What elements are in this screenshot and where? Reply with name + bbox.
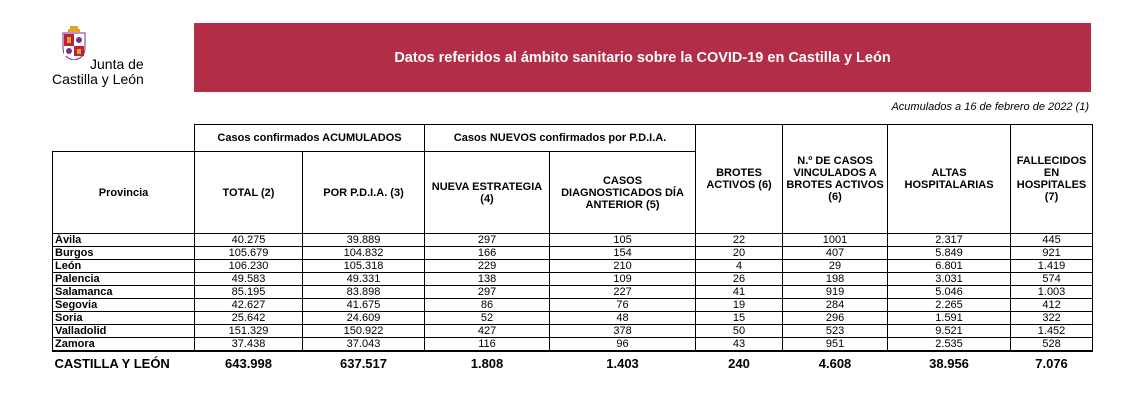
cell-casos-diagnosticados: 109 (550, 273, 696, 286)
cell-nueva-estrategia: 86 (425, 299, 550, 312)
coat-of-arms-icon (61, 26, 87, 60)
col-header-casos-diagnosticados: CASOS DIAGNOSTICADOS DÍA ANTERIOR (5) (550, 152, 696, 234)
cell-provincia: Zamora (53, 338, 195, 352)
total-cell-vinculados: 4.608 (818, 356, 852, 371)
group-header-row (53, 125, 1093, 152)
cell-vinculados: 296 (783, 312, 888, 325)
cell-provincia: Ávila (53, 234, 195, 247)
cell-fallecidos: 1.452 (1011, 325, 1093, 338)
cell-casos-diagnosticados: 378 (550, 325, 696, 338)
table-row (53, 286, 1093, 299)
cell-total: 85.195 (195, 286, 303, 299)
cell-por-pdia: 39.889 (303, 234, 425, 247)
cell-fallecidos: 574 (1011, 273, 1093, 286)
cell-fallecidos: 921 (1011, 247, 1093, 260)
cell-brotes: 15 (696, 312, 783, 325)
cell-por-pdia: 24.609 (303, 312, 425, 325)
cell-por-pdia: 150.922 (303, 325, 425, 338)
cell-nueva-estrategia: 297 (425, 234, 550, 247)
cell-casos-diagnosticados: 96 (550, 338, 696, 352)
covid-data-table (52, 124, 1093, 376)
table-body (53, 234, 1093, 352)
cell-brotes: 4 (696, 260, 783, 273)
cell-provincia: Valladolid (53, 325, 195, 338)
cell-vinculados: 919 (783, 286, 888, 299)
table-row (53, 260, 1093, 273)
title-banner (194, 23, 1091, 92)
cell-nueva-estrategia: 52 (425, 312, 550, 325)
group-header-nuevos: Casos NUEVOS confirmados por P.D.I.A. (425, 125, 696, 152)
cell-total: 40.275 (195, 234, 303, 247)
total-cell-casos-diagnosticados: 1.403 (606, 356, 639, 371)
col-header-vinculados: N.º DE CASOS VINCULADOS A BROTES ACTIVOS (6) (783, 125, 888, 234)
cell-nueva-estrategia: 297 (425, 286, 550, 299)
cell-total: 42.627 (195, 299, 303, 312)
total-cell-nueva-estrategia: 1.808 (470, 356, 504, 371)
cell-por-pdia: 49.331 (303, 273, 425, 286)
cell-vinculados: 951 (783, 338, 888, 352)
cell-brotes: 41 (696, 286, 783, 299)
table-row (53, 234, 1093, 247)
cell-total: 106.230 (195, 260, 303, 273)
col-header-provincia: Provincia (53, 152, 195, 234)
cell-fallecidos: 528 (1011, 338, 1093, 352)
cell-brotes: 20 (696, 247, 783, 260)
cell-provincia: Palencia (53, 273, 195, 286)
table-row (53, 338, 1093, 352)
cell-por-pdia: 37.043 (303, 338, 425, 352)
cell-por-pdia: 105.318 (303, 260, 425, 273)
total-cell-total: 643.998 (225, 356, 272, 371)
cell-vinculados: 1001 (783, 234, 888, 247)
blank-corner (53, 125, 195, 152)
cell-total: 37.438 (195, 338, 303, 352)
cell-fallecidos: 322 (1011, 312, 1093, 325)
cell-altas: 1.591 (888, 312, 1011, 325)
cell-casos-diagnosticados: 105 (550, 234, 696, 247)
col-header-por-pdia: POR P.D.I.A. (3) (303, 152, 425, 234)
col-header-nueva-estrategia: NUEVA ESTRATEGIA (4) (425, 152, 550, 234)
cell-brotes: 19 (696, 299, 783, 312)
col-header-fallecidos: FALLECIDOS EN HOSPITALES (7) (1011, 125, 1093, 234)
cell-casos-diagnosticados: 48 (550, 312, 696, 325)
junta-logo (52, 26, 192, 90)
cell-casos-diagnosticados: 76 (550, 299, 696, 312)
cell-provincia: Segovia (53, 299, 195, 312)
date-note: Acumulados a 16 de febrero de 2022 (1) (891, 101, 1089, 113)
cell-casos-diagnosticados: 210 (550, 260, 696, 273)
table-row (53, 247, 1093, 260)
total-row (53, 351, 1093, 376)
cell-nueva-estrategia: 138 (425, 273, 550, 286)
cell-casos-diagnosticados: 227 (550, 286, 696, 299)
cell-provincia: Salamanca (53, 286, 195, 299)
cell-por-pdia: 41.675 (303, 299, 425, 312)
cell-altas: 6.801 (888, 260, 1011, 273)
cell-brotes: 43 (696, 338, 783, 352)
cell-altas: 2.265 (888, 299, 1011, 312)
cell-vinculados: 284 (783, 299, 888, 312)
cell-provincia: Burgos (53, 247, 195, 260)
cell-nueva-estrategia: 229 (425, 260, 550, 273)
cell-vinculados: 198 (783, 273, 888, 286)
cell-nueva-estrategia: 116 (425, 338, 550, 352)
cell-total: 105.679 (195, 247, 303, 260)
cell-total: 25.642 (195, 312, 303, 325)
banner-title: Datos referidos al ámbito sanitario sobre la COVID-19 en Castilla y León (394, 49, 891, 66)
cell-casos-diagnosticados: 154 (550, 247, 696, 260)
cell-provincia: Soria (53, 312, 195, 325)
cell-altas: 3.031 (888, 273, 1011, 286)
logo-text-line1: Junta de (90, 56, 144, 72)
total-cell-brotes: 240 (728, 356, 750, 371)
cell-brotes: 50 (696, 325, 783, 338)
table-row (53, 299, 1093, 312)
col-header-brotes: BROTES ACTIVOS (6) (696, 125, 783, 234)
group-header-acumulados: Casos confirmados ACUMULADOS (195, 125, 425, 152)
total-cell-fallecidos: 7.076 (1035, 356, 1068, 371)
cell-altas: 9.521 (888, 325, 1011, 338)
table-row (53, 312, 1093, 325)
col-header-total: TOTAL (2) (195, 152, 303, 234)
cell-nueva-estrategia: 166 (425, 247, 550, 260)
cell-altas: 5.046 (888, 286, 1011, 299)
cell-provincia: León (53, 260, 195, 273)
cell-por-pdia: 83.898 (303, 286, 425, 299)
logo-text-line2: Castilla y León (52, 71, 144, 87)
col-header-altas: ALTAS HOSPITALARIAS (888, 125, 1011, 234)
cell-vinculados: 407 (783, 247, 888, 260)
total-cell-por-pdia: 637.517 (340, 356, 387, 371)
total-cell-altas: 38.956 (929, 356, 969, 371)
cell-altas: 2.317 (888, 234, 1011, 247)
table-row (53, 273, 1093, 286)
cell-altas: 5.849 (888, 247, 1011, 260)
cell-por-pdia: 104.832 (303, 247, 425, 260)
cell-altas: 2.535 (888, 338, 1011, 352)
cell-fallecidos: 412 (1011, 299, 1093, 312)
cell-total: 151.329 (195, 325, 303, 338)
cell-vinculados: 523 (783, 325, 888, 338)
cell-total: 49.583 (195, 273, 303, 286)
cell-brotes: 26 (696, 273, 783, 286)
cell-fallecidos: 1.419 (1011, 260, 1093, 273)
total-cell-provincia: CASTILLA Y LEÓN (54, 356, 170, 371)
cell-vinculados: 29 (783, 260, 888, 273)
table-row (53, 325, 1093, 338)
cell-nueva-estrategia: 427 (425, 325, 550, 338)
cell-fallecidos: 445 (1011, 234, 1093, 247)
cell-fallecidos: 1.003 (1011, 286, 1093, 299)
cell-brotes: 22 (696, 234, 783, 247)
